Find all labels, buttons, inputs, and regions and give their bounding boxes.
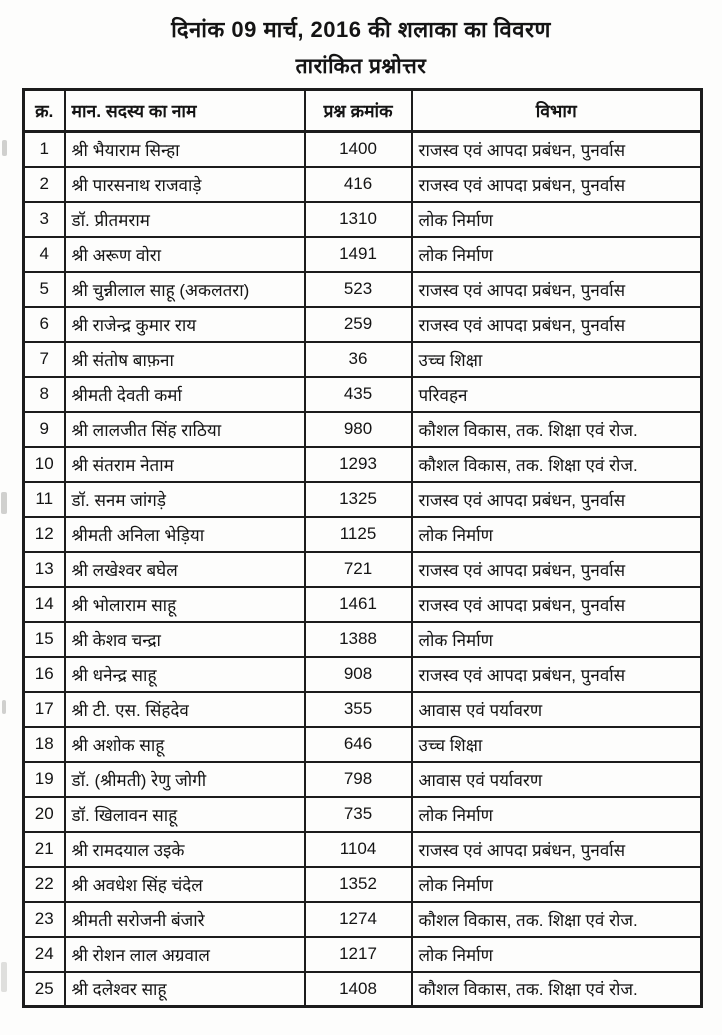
table-row — [24, 727, 702, 762]
cell-question-no: 1325 — [305, 482, 412, 517]
cell-question-no: 1400 — [305, 132, 412, 167]
cell-department: लोक निर्माण — [412, 797, 702, 832]
cell-department: कौशल विकास, तक. शिक्षा एवं रोज. — [412, 902, 702, 937]
cell-serial: 11 — [24, 482, 65, 517]
cell-department: राजस्व एवं आपदा प्रबंधन, पुनर्वास — [412, 167, 702, 202]
cell-member-name: श्री भोलाराम साहू — [65, 587, 305, 622]
table-row — [24, 412, 702, 447]
cell-question-no: 355 — [305, 692, 412, 727]
cell-question-no: 1352 — [305, 867, 412, 902]
table-row — [24, 797, 702, 832]
cell-member-name: श्रीमती सरोजनी बंजारे — [65, 902, 305, 937]
cell-question-no: 1461 — [305, 587, 412, 622]
cell-member-name: श्रीमती देवती कर्मा — [65, 377, 305, 412]
cell-department: राजस्व एवं आपदा प्रबंधन, पुनर्वास — [412, 272, 702, 307]
questions-table — [22, 88, 703, 1008]
document-subtitle: तारांकित प्रश्नोत्तर — [295, 55, 427, 78]
cell-department: आवास एवं पर्यावरण — [412, 692, 702, 727]
cell-serial: 9 — [24, 412, 65, 447]
cell-member-name: श्री संतोष बाफ़ना — [65, 342, 305, 377]
cell-department: उच्च शिक्षा — [412, 727, 702, 762]
cell-department: आवास एवं पर्यावरण — [412, 762, 702, 797]
cell-serial: 22 — [24, 867, 65, 902]
cell-question-no: 1217 — [305, 937, 412, 972]
table-row — [24, 342, 702, 377]
cell-question-no: 523 — [305, 272, 412, 307]
cell-serial: 24 — [24, 937, 65, 972]
table-row — [24, 132, 702, 167]
cell-question-no: 646 — [305, 727, 412, 762]
cell-member-name: श्री लालजीत सिंह राठिया — [65, 412, 305, 447]
header-member-name: मान. सदस्य का नाम — [65, 90, 305, 132]
header-serial: क्र. — [24, 90, 65, 132]
cell-serial: 12 — [24, 517, 65, 552]
cell-question-no: 1310 — [305, 202, 412, 237]
cell-department: राजस्व एवं आपदा प्रबंधन, पुनर्वास — [412, 832, 702, 867]
table-header-row — [24, 90, 702, 132]
document-title: दिनांक 09 मार्च, 2016 की शलाका का विवरण — [171, 17, 551, 42]
table-row — [24, 377, 702, 412]
cell-question-no: 1104 — [305, 832, 412, 867]
cell-member-name: डॉ. सनम जांगड़े — [65, 482, 305, 517]
cell-serial: 16 — [24, 657, 65, 692]
cell-member-name: श्री दलेश्वर साहू — [65, 972, 305, 1007]
header-question-no: प्रश्न क्रमांक — [305, 90, 412, 132]
cell-serial: 2 — [24, 167, 65, 202]
cell-department: लोक निर्माण — [412, 937, 702, 972]
cell-question-no: 36 — [305, 342, 412, 377]
cell-department: परिवहन — [412, 377, 702, 412]
cell-question-no: 735 — [305, 797, 412, 832]
cell-department: कौशल विकास, तक. शिक्षा एवं रोज. — [412, 447, 702, 482]
scan-artifact — [2, 700, 6, 714]
cell-member-name: डॉ. (श्रीमती) रेणु जोगी — [65, 762, 305, 797]
cell-question-no: 980 — [305, 412, 412, 447]
cell-serial: 17 — [24, 692, 65, 727]
cell-serial: 20 — [24, 797, 65, 832]
cell-question-no: 259 — [305, 307, 412, 342]
header-department: विभाग — [412, 90, 702, 132]
cell-department: राजस्व एवं आपदा प्रबंधन, पुनर्वास — [412, 552, 702, 587]
cell-member-name: श्री धनेन्द्र साहू — [65, 657, 305, 692]
table-row — [24, 832, 702, 867]
cell-department: लोक निर्माण — [412, 517, 702, 552]
cell-member-name: श्री रोशन लाल अग्रवाल — [65, 937, 305, 972]
table-row — [24, 237, 702, 272]
table-body — [24, 132, 702, 1007]
cell-serial: 25 — [24, 972, 65, 1007]
cell-question-no: 1408 — [305, 972, 412, 1007]
cell-member-name: श्री संतराम नेताम — [65, 447, 305, 482]
cell-member-name: श्री केशव चन्द्रा — [65, 622, 305, 657]
cell-serial: 14 — [24, 587, 65, 622]
table-row — [24, 867, 702, 902]
cell-department: लोक निर्माण — [412, 237, 702, 272]
cell-department: राजस्व एवं आपदा प्रबंधन, पुनर्वास — [412, 307, 702, 342]
cell-question-no: 1274 — [305, 902, 412, 937]
cell-serial: 6 — [24, 307, 65, 342]
cell-member-name: श्री टी. एस. सिंहदेव — [65, 692, 305, 727]
cell-member-name: श्रीमती अनिला भेड़िया — [65, 517, 305, 552]
cell-question-no: 416 — [305, 167, 412, 202]
cell-member-name: श्री चुन्नीलाल साहू (अकलतरा) — [65, 272, 305, 307]
cell-question-no: 1293 — [305, 447, 412, 482]
cell-question-no: 1491 — [305, 237, 412, 272]
cell-member-name: श्री रामदयाल उइके — [65, 832, 305, 867]
cell-question-no: 1125 — [305, 517, 412, 552]
cell-question-no: 798 — [305, 762, 412, 797]
cell-question-no: 1388 — [305, 622, 412, 657]
cell-department: राजस्व एवं आपदा प्रबंधन, पुनर्वास — [412, 482, 702, 517]
table-row — [24, 902, 702, 937]
table-row — [24, 762, 702, 797]
cell-serial: 18 — [24, 727, 65, 762]
cell-serial: 1 — [24, 132, 65, 167]
cell-department: राजस्व एवं आपदा प्रबंधन, पुनर्वास — [412, 587, 702, 622]
table-row — [24, 167, 702, 202]
cell-department: लोक निर्माण — [412, 622, 702, 657]
table-row — [24, 202, 702, 237]
cell-department: कौशल विकास, तक. शिक्षा एवं रोज. — [412, 412, 702, 447]
cell-member-name: श्री अरूण वोरा — [65, 237, 305, 272]
cell-department: राजस्व एवं आपदा प्रबंधन, पुनर्वास — [412, 132, 702, 167]
cell-serial: 7 — [24, 342, 65, 377]
cell-member-name: श्री अवधेश सिंह चंदेल — [65, 867, 305, 902]
table-row — [24, 657, 702, 692]
cell-question-no: 435 — [305, 377, 412, 412]
table-row — [24, 272, 702, 307]
cell-serial: 5 — [24, 272, 65, 307]
cell-department: उच्च शिक्षा — [412, 342, 702, 377]
table-row — [24, 482, 702, 517]
scan-artifact — [2, 140, 7, 156]
cell-member-name: श्री भैयाराम सिन्हा — [65, 132, 305, 167]
cell-serial: 4 — [24, 237, 65, 272]
cell-department: राजस्व एवं आपदा प्रबंधन, पुनर्वास — [412, 657, 702, 692]
cell-department: कौशल विकास, तक. शिक्षा एवं रोज. — [412, 972, 702, 1007]
table-row — [24, 622, 702, 657]
cell-serial: 10 — [24, 447, 65, 482]
cell-question-no: 908 — [305, 657, 412, 692]
table-row — [24, 692, 702, 727]
cell-serial: 23 — [24, 902, 65, 937]
table-row — [24, 517, 702, 552]
cell-serial: 13 — [24, 552, 65, 587]
scan-artifact — [1, 492, 7, 514]
cell-department: लोक निर्माण — [412, 202, 702, 237]
cell-serial: 8 — [24, 377, 65, 412]
table-row — [24, 447, 702, 482]
table-row — [24, 552, 702, 587]
cell-department: लोक निर्माण — [412, 867, 702, 902]
cell-member-name: श्री लखेश्वर बघेल — [65, 552, 305, 587]
table-row — [24, 587, 702, 622]
cell-serial: 19 — [24, 762, 65, 797]
table-row — [24, 307, 702, 342]
cell-member-name: श्री अशोक साहू — [65, 727, 305, 762]
cell-serial: 15 — [24, 622, 65, 657]
cell-serial: 21 — [24, 832, 65, 867]
table-row — [24, 937, 702, 972]
cell-member-name: श्री पारसनाथ राजवाड़े — [65, 167, 305, 202]
scan-artifact — [1, 962, 7, 992]
cell-member-name: श्री राजेन्द्र कुमार राय — [65, 307, 305, 342]
table-row — [24, 972, 702, 1007]
cell-member-name: डॉ. खिलावन साहू — [65, 797, 305, 832]
cell-serial: 3 — [24, 202, 65, 237]
cell-member-name: डॉ. प्रीतमराम — [65, 202, 305, 237]
cell-question-no: 721 — [305, 552, 412, 587]
